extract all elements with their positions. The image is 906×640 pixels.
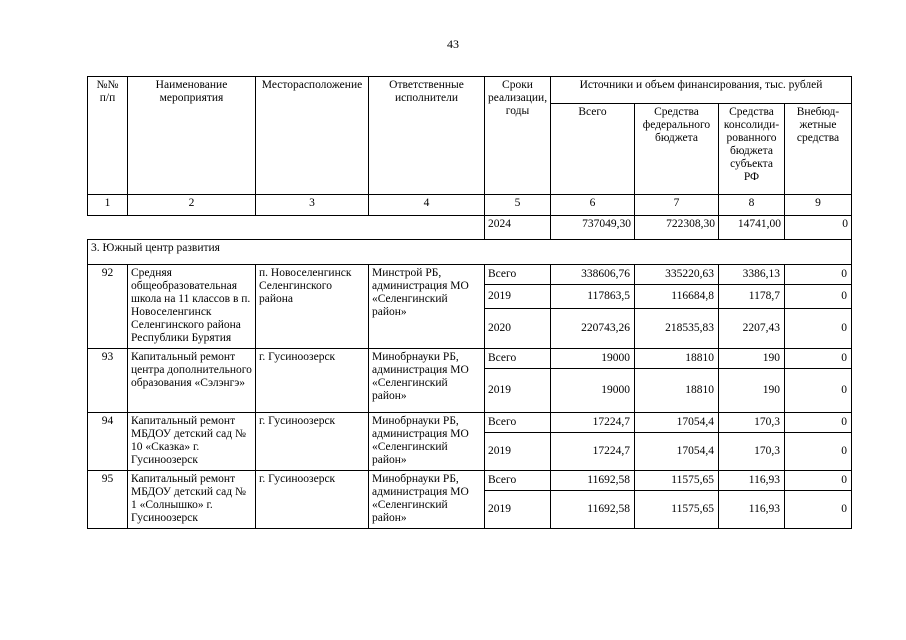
column-number-row: [88, 195, 852, 216]
item-extra: 0: [785, 309, 852, 349]
table-row: [88, 471, 852, 491]
col-number: 4: [369, 195, 485, 216]
item-total: 17224,7: [551, 433, 635, 471]
item-federal: 17054,4: [635, 433, 719, 471]
item-extra: 0: [785, 491, 852, 529]
header-row-1: [88, 77, 852, 104]
item-location: г. Гусиноозерск: [256, 413, 369, 471]
item-extra: 0: [785, 369, 852, 413]
total-year: 2024: [485, 216, 551, 240]
item-year: Всего: [485, 471, 551, 491]
item-year: 2020: [485, 309, 551, 349]
item-year: 2019: [485, 433, 551, 471]
item-federal: 11575,65: [635, 491, 719, 529]
col-number: 3: [256, 195, 369, 216]
header-federal: Средства федерального бюджета: [635, 104, 719, 195]
col-number: 7: [635, 195, 719, 216]
item-federal: 17054,4: [635, 413, 719, 433]
col-number: 9: [785, 195, 852, 216]
item-extra: 0: [785, 413, 852, 433]
item-responsible: Минобрнауки РБ, администрация МО «Селенгинский район»: [369, 349, 485, 413]
item-name: Капитальный ремонт центра дополнительного образования «Сэлэнгэ»: [128, 349, 256, 413]
header-regional: Средства консолидированного бюджета субъекта РФ: [719, 104, 785, 195]
item-regional: 170,3: [719, 433, 785, 471]
item-federal: 11575,65: [635, 471, 719, 491]
item-year: 2019: [485, 285, 551, 309]
item-num: 92: [88, 265, 128, 349]
col-number: 2: [128, 195, 256, 216]
page-number: 43: [447, 37, 459, 51]
header-extra: Внебюджетные средства: [785, 104, 852, 195]
header-funding: Источники и объем финансирования, тыс. рублей: [551, 77, 852, 104]
item-federal: 18810: [635, 349, 719, 369]
funding-table: [87, 76, 852, 529]
item-location: г. Гусиноозерск: [256, 471, 369, 529]
item-regional: 116,93: [719, 491, 785, 529]
table-row: [88, 349, 852, 369]
item-num: 94: [88, 413, 128, 471]
item-total: 11692,58: [551, 471, 635, 491]
item-name: Капитальный ремонт МБДОУ детский сад № 1 «Солнышко» г. Гусиноозерск: [128, 471, 256, 529]
item-extra: 0: [785, 265, 852, 285]
item-year: Всего: [485, 265, 551, 285]
item-name: Капитальный ремонт МБДОУ детский сад № 10 «Сказка» г. Гусиноозерск: [128, 413, 256, 471]
item-total: 17224,7: [551, 413, 635, 433]
total-extra: 0: [785, 216, 852, 240]
header-period: Сроки реализации, годы: [485, 77, 551, 195]
item-responsible: Минстрой РБ, администрация МО «Селенгинский район»: [369, 265, 485, 349]
item-year: 2019: [485, 491, 551, 529]
header-total: Всего: [551, 104, 635, 195]
total-row: [88, 216, 852, 240]
item-regional: 190: [719, 349, 785, 369]
item-year: Всего: [485, 413, 551, 433]
item-num: 93: [88, 349, 128, 413]
item-total: 338606,76: [551, 265, 635, 285]
item-regional: 170,3: [719, 413, 785, 433]
item-total: 19000: [551, 369, 635, 413]
item-federal: 335220,63: [635, 265, 719, 285]
total-row-blank: [88, 216, 485, 240]
total-regional: 14741,00: [719, 216, 785, 240]
item-federal: 218535,83: [635, 309, 719, 349]
item-name: Средняя общеобразовательная школа на 11 классов в п. Новоселенгинск Селенгинского района Республики Бурятия: [128, 265, 256, 349]
item-location: п. Новоселенгинск Селенгинского района: [256, 265, 369, 349]
item-federal: 116684,8: [635, 285, 719, 309]
item-extra: 0: [785, 433, 852, 471]
col-number: 8: [719, 195, 785, 216]
header-responsible: Ответственные исполнители: [369, 77, 485, 195]
item-extra: 0: [785, 349, 852, 369]
item-regional: 190: [719, 369, 785, 413]
total-sum: 737049,30: [551, 216, 635, 240]
item-year: 2019: [485, 369, 551, 413]
item-regional: 3386,13: [719, 265, 785, 285]
item-responsible: Минобрнауки РБ, администрация МО «Селенгинский район»: [369, 413, 485, 471]
table-row: [88, 265, 852, 285]
item-total: 117863,5: [551, 285, 635, 309]
item-federal: 18810: [635, 369, 719, 413]
item-year: Всего: [485, 349, 551, 369]
total-federal: 722308,30: [635, 216, 719, 240]
section-row: [88, 240, 852, 265]
col-number: 5: [485, 195, 551, 216]
item-total: 11692,58: [551, 491, 635, 529]
item-total: 220743,26: [551, 309, 635, 349]
item-regional: 1178,7: [719, 285, 785, 309]
header-name: Наименование мероприятия: [128, 77, 256, 195]
col-number: 1: [88, 195, 128, 216]
item-total: 19000: [551, 349, 635, 369]
table-row: [88, 413, 852, 433]
item-num: 95: [88, 471, 128, 529]
item-location: г. Гусиноозерск: [256, 349, 369, 413]
section-title: 3. Южный центр развития: [88, 240, 852, 265]
item-extra: 0: [785, 285, 852, 309]
item-regional: 2207,43: [719, 309, 785, 349]
col-number: 6: [551, 195, 635, 216]
item-regional: 116,93: [719, 471, 785, 491]
header-location: Месторасположение: [256, 77, 369, 195]
header-num: №№ п/п: [88, 77, 128, 195]
item-responsible: Минобрнауки РБ, администрация МО «Селенгинский район»: [369, 471, 485, 529]
item-extra: 0: [785, 471, 852, 491]
